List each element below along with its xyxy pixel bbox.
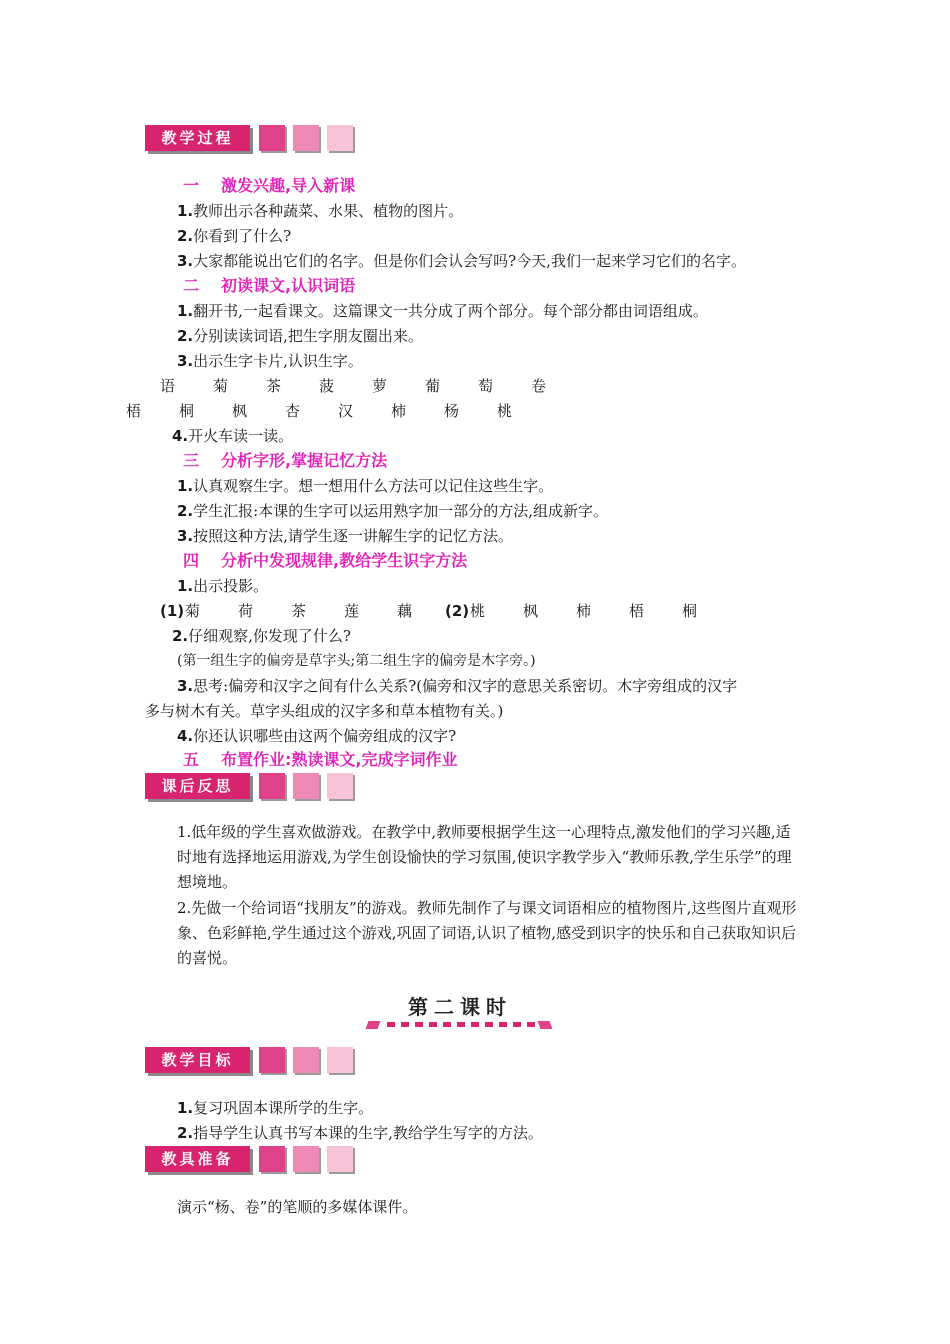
decor-square — [293, 125, 319, 151]
decor-square — [293, 773, 319, 799]
step-heading-1 — [183, 176, 355, 196]
list-item: 2.仔细观察,你发现了什么? — [172, 627, 351, 645]
list-item: 2.你看到了什么? — [177, 227, 292, 245]
list-item: 2.学生汇报:本课的生字可以运用熟字加一部分的方法,组成新字。 — [177, 502, 608, 520]
reflection-paragraph-1: 1.低年级的学生喜欢做游戏。在教学中,教师要根据学生这一心理特点,激发他们的学习兴趣,适时地有选择地运用游戏,为学生创设愉快的学习氛围,使识字教学步入“教师乐教,学生乐学”的理想境地。 — [177, 823, 792, 891]
character-row-1: 语 菊 茶 菠 萝 葡 萄 卷 — [160, 377, 547, 395]
decor-square — [259, 773, 285, 799]
step-heading-3: 三 分析字形,掌握记忆方法 — [183, 451, 388, 470]
decor-square — [259, 1146, 285, 1172]
decor-square — [259, 1047, 285, 1073]
list-item: 1.认真观察生字。想一想用什么方法可以记住这些生字。 — [177, 477, 554, 495]
list-item: 1.复习巩固本课所学的生字。 — [177, 1099, 374, 1117]
character-group-row: (1)菊 荷 茶 莲 藕 (2)桃 枫 柿 梧 桐 — [160, 602, 698, 620]
step-heading-4: 四 分析中发现规律,教给学生识字方法 — [183, 551, 468, 570]
step-heading-5: 五 布置作业:熟读课文,完成字词作业 — [183, 750, 458, 769]
decor-square — [293, 1146, 319, 1172]
lesson-banner — [365, 994, 555, 1034]
list-item: 3.出示生字卡片,认识生字。 — [177, 352, 363, 370]
character-row-2: 梧 桐 枫 杏 汉 柿 杨 桃 — [126, 402, 513, 420]
list-item: 3.大家都能说出它们的名字。但是你们会认会写吗?今天,我们一起来学习它们的名字。 — [177, 252, 746, 270]
banner-decoration — [365, 1022, 555, 1030]
step-title: 激发兴趣,导入新课 — [221, 176, 356, 195]
list-item: 1.出示投影。 — [177, 577, 269, 595]
list-item: 3.按照这种方法,请学生逐一讲解生字的记忆方法。 — [177, 527, 513, 545]
step-heading-2: 二 初读课文,认识词语 — [183, 276, 356, 295]
note: (第一组生字的偏旁是草字头;第二组生字的偏旁是木字旁。) — [177, 653, 536, 669]
list-item: 2.指导学生认真书写本课的生字,教给学生写字的方法。 — [177, 1124, 543, 1142]
tools-text: 演示“杨、卷”的笔顺的多媒体课件。 — [177, 1198, 418, 1216]
section-title: 课后反思 — [145, 773, 250, 799]
section-title: 教学目标 — [145, 1047, 250, 1073]
decor-square — [293, 1047, 319, 1073]
list-item-continued: 多与树木有关。草字头组成的汉字多和草本植物有关。) — [145, 702, 504, 720]
list-item: 2.分别读读词语,把生字朋友圈出来。 — [177, 327, 423, 345]
decor-square — [327, 773, 353, 799]
reflection-paragraph-2: 2.先做一个给词语“找朋友”的游戏。教师先制作了与课文词语相应的植物图片,这些图片直观形象、色彩鲜艳,学生通过这个游戏,巩固了词语,认识了植物,感受到识字的快乐和自己获取知识后的喜悦。 — [177, 899, 797, 967]
section-title: 教具准备 — [145, 1146, 250, 1172]
list-item: 4.开火车读一读。 — [172, 427, 294, 445]
decor-square — [327, 1146, 353, 1172]
list-item: 1.教师出示各种蔬菜、水果、植物的图片。 — [177, 202, 464, 220]
decor-square — [259, 125, 285, 151]
step-number: 一 — [183, 176, 200, 195]
section-title: 教学过程 — [145, 125, 250, 151]
decor-square — [327, 1047, 353, 1073]
list-item: 1.翻开书,一起看课文。这篇课文一共分成了两个部分。每个部分都由词语组成。 — [177, 302, 708, 320]
decor-square — [327, 125, 353, 151]
lesson-title: 第二课时 — [408, 995, 512, 1019]
list-item: 3.思考:偏旁和汉字之间有什么关系?(偏旁和汉字的意思关系密切。木字旁组成的汉字 — [177, 677, 738, 695]
list-item: 4.你还认识哪些由这两个偏旁组成的汉字? — [177, 727, 457, 745]
